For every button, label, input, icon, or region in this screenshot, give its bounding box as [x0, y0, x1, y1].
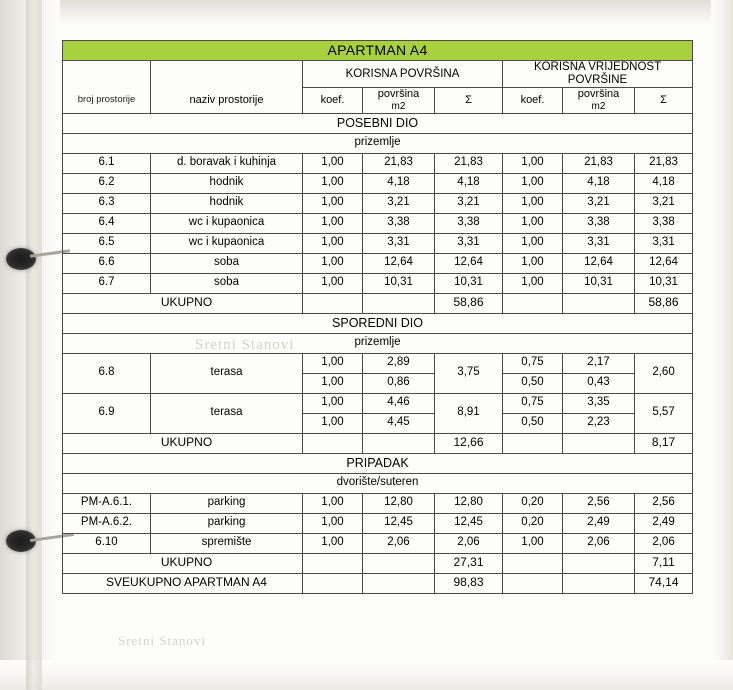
cell-coef-2: 1,00	[503, 173, 563, 193]
cell-coef-2: 1,00	[503, 533, 563, 553]
column-header-area-2	[563, 88, 635, 113]
total-label-3: UKUPNO	[63, 553, 303, 573]
empty-cell	[363, 553, 435, 573]
cell-room-no: 6.8	[63, 353, 151, 393]
cell-area-1: 4,45	[363, 413, 435, 433]
column-header-sum-2: Σ	[635, 88, 693, 113]
group-header-row	[63, 61, 693, 88]
total-sum-2: 8,17	[635, 433, 693, 453]
cell-area-1: 0,86	[363, 373, 435, 393]
cell-coef-1: 1,00	[303, 533, 363, 553]
cell-room-name: parking	[151, 493, 303, 513]
section-subheader-row	[63, 133, 693, 153]
table-row	[63, 533, 693, 553]
cell-room-name: terasa	[151, 353, 303, 393]
cell-coef-1: 1,00	[303, 373, 363, 393]
table-row	[63, 173, 693, 193]
cell-sum-2: 21,83	[635, 153, 693, 173]
cell-room-no: 6.7	[63, 273, 151, 293]
cell-sum-2: 3,21	[635, 193, 693, 213]
section-total-row	[63, 293, 693, 313]
cell-room-no: 6.6	[63, 253, 151, 273]
apartment-area-table-wrapper	[62, 40, 692, 594]
cell-coef-2: 0,20	[503, 493, 563, 513]
cell-area-2: 2,06	[563, 533, 635, 553]
table-row	[63, 193, 693, 213]
cell-area-1: 3,38	[363, 213, 435, 233]
column-header-area-1	[363, 88, 435, 113]
empty-cell	[563, 433, 635, 453]
total-sum-2: 58,86	[635, 293, 693, 313]
cell-room-no: PM-A.6.1.	[63, 493, 151, 513]
cell-coef-2: 1,00	[503, 193, 563, 213]
column-header-coef-2: koef.	[503, 88, 563, 113]
page-title: APARTMAN A4	[63, 41, 693, 61]
table-row	[63, 353, 693, 373]
column-header-area-1-unit: m2	[391, 101, 406, 113]
section-header-row	[63, 313, 693, 333]
cell-coef-2: 0,75	[503, 353, 563, 373]
cell-sum-1: 3,75	[435, 353, 503, 393]
table-row	[63, 253, 693, 273]
empty-cell	[503, 553, 563, 573]
cell-room-no: 6.2	[63, 173, 151, 193]
cell-sum-2: 3,38	[635, 213, 693, 233]
cell-sum-1: 8,91	[435, 393, 503, 433]
cell-coef-2: 1,00	[503, 213, 563, 233]
section-title-sporedni-dio: SPOREDNI DIO	[63, 313, 693, 333]
table-title-row	[63, 41, 693, 61]
cell-sum-1: 4,18	[435, 173, 503, 193]
section-title-posebni-dio: POSEBNI DIO	[63, 113, 693, 133]
table-row	[63, 153, 693, 173]
cell-room-name: terasa	[151, 393, 303, 433]
section-subheader-row	[63, 333, 693, 353]
cell-sum-1: 12,45	[435, 513, 503, 533]
cell-area-1: 4,46	[363, 393, 435, 413]
cell-coef-2: 1,00	[503, 273, 563, 293]
cell-coef-1: 1,00	[303, 513, 363, 533]
cell-sum-1: 12,64	[435, 253, 503, 273]
cell-sum-1: 3,21	[435, 193, 503, 213]
watermark-text: Sretni Stanovi	[195, 337, 295, 353]
cell-room-no: 6.5	[63, 233, 151, 253]
total-label-1: UKUPNO	[63, 293, 303, 313]
total-sum-1: 58,86	[435, 293, 503, 313]
cell-coef-2: 1,00	[503, 253, 563, 273]
empty-cell	[303, 573, 363, 593]
apartment-area-table	[62, 40, 693, 594]
group-header-korisna-vrijednost: KORISNA VRIJEDNOST POVRŠINE	[503, 61, 693, 88]
column-header-area-2-unit: m2	[591, 101, 606, 113]
cell-coef-2: 0,50	[503, 373, 563, 393]
cell-coef-2: 1,00	[503, 153, 563, 173]
empty-cell	[63, 61, 151, 88]
cell-coef-2: 0,20	[503, 513, 563, 533]
cell-sum-2: 2,60	[635, 353, 693, 393]
cell-coef-2: 1,00	[503, 233, 563, 253]
cell-area-1: 3,31	[363, 233, 435, 253]
empty-cell	[563, 293, 635, 313]
grand-total-sum-2: 74,14	[635, 573, 693, 593]
table-row	[63, 213, 693, 233]
scan-edge-top	[0, 0, 733, 26]
cell-room-no: 6.1	[63, 153, 151, 173]
cell-area-2: 12,64	[563, 253, 635, 273]
column-header-room-name: naziv prostorije	[151, 88, 303, 113]
section-sub-prizemlje-1: prizemlje	[63, 133, 693, 153]
cell-room-name: soba	[151, 253, 303, 273]
section-title-pripadak: PRIPADAK	[63, 453, 693, 473]
empty-cell	[303, 433, 363, 453]
cell-area-1: 12,45	[363, 513, 435, 533]
empty-cell	[303, 553, 363, 573]
cell-area-2: 10,31	[563, 273, 635, 293]
column-header-sum-1: Σ	[435, 88, 503, 113]
cell-sum-1: 12,80	[435, 493, 503, 513]
grand-total-sum-1: 98,83	[435, 573, 503, 593]
cell-area-2: 3,21	[563, 193, 635, 213]
cell-sum-1: 21,83	[435, 153, 503, 173]
cell-coef-1: 1,00	[303, 353, 363, 373]
cell-sum-1: 10,31	[435, 273, 503, 293]
cell-room-name: hodnik	[151, 173, 303, 193]
cell-area-2: 2,17	[563, 353, 635, 373]
cell-room-name: d. boravak i kuhinja	[151, 153, 303, 173]
scan-edge-right	[711, 0, 733, 690]
cell-room-no: 6.10	[63, 533, 151, 553]
section-sub-dvoriste-suteren: dvorište/suteren	[63, 473, 693, 493]
cell-area-2: 3,35	[563, 393, 635, 413]
empty-cell	[303, 293, 363, 313]
section-total-row	[63, 553, 693, 573]
total-sum-1: 12,66	[435, 433, 503, 453]
total-sum-2: 7,11	[635, 553, 693, 573]
cell-area-2: 3,31	[563, 233, 635, 253]
cell-area-1: 4,18	[363, 173, 435, 193]
empty-cell	[363, 293, 435, 313]
watermark-text-secondary: Sretni Stanovi	[118, 633, 207, 648]
cell-area-2: 2,49	[563, 513, 635, 533]
table-row	[63, 393, 693, 413]
empty-cell	[563, 573, 635, 593]
grand-total-row	[63, 573, 693, 593]
cell-room-no: 6.3	[63, 193, 151, 213]
total-sum-1: 27,31	[435, 553, 503, 573]
empty-cell	[503, 433, 563, 453]
cell-area-1: 21,83	[363, 153, 435, 173]
column-header-area-2-text: površina	[577, 88, 620, 101]
grand-total-label: SVEUKUPNO APARTMAN A4	[63, 573, 303, 593]
table-row	[63, 233, 693, 253]
cell-room-name: spremište	[151, 533, 303, 553]
column-header-room-no: broj prostorije	[63, 88, 151, 113]
cell-room-name: parking	[151, 513, 303, 533]
empty-cell	[363, 573, 435, 593]
cell-area-1: 2,06	[363, 533, 435, 553]
group-header-korisna-povrsina: KORISNA POVRŠINA	[303, 61, 503, 88]
table-row	[63, 273, 693, 293]
cell-coef-1: 1,00	[303, 493, 363, 513]
cell-area-2: 2,56	[563, 493, 635, 513]
table-row	[63, 513, 693, 533]
cell-sum-1: 2,06	[435, 533, 503, 553]
cell-coef-1: 1,00	[303, 393, 363, 413]
total-label-2: UKUPNO	[63, 433, 303, 453]
table-row	[63, 493, 693, 513]
binder-strip	[26, 0, 42, 690]
scan-edge-bottom	[0, 660, 733, 690]
cell-area-1: 12,80	[363, 493, 435, 513]
cell-sum-2: 12,64	[635, 253, 693, 273]
cell-area-1: 3,21	[363, 193, 435, 213]
empty-cell	[563, 553, 635, 573]
cell-sum-1: 3,38	[435, 213, 503, 233]
empty-cell	[151, 61, 303, 88]
cell-sum-2: 2,06	[635, 533, 693, 553]
cell-room-name: wc i kupaonica	[151, 233, 303, 253]
cell-coef-1: 1,00	[303, 253, 363, 273]
cell-area-1: 10,31	[363, 273, 435, 293]
cell-area-2: 3,38	[563, 213, 635, 233]
cell-sum-2: 2,56	[635, 493, 693, 513]
cell-coef-1: 1,00	[303, 173, 363, 193]
section-header-row	[63, 453, 693, 473]
cell-coef-2: 0,50	[503, 413, 563, 433]
cell-coef-1: 1,00	[303, 273, 363, 293]
cell-sum-2: 10,31	[635, 273, 693, 293]
cell-coef-1: 1,00	[303, 213, 363, 233]
cell-coef-1: 1,00	[303, 413, 363, 433]
cell-coef-1: 1,00	[303, 153, 363, 173]
punch-hole-icon	[6, 248, 36, 270]
section-total-row	[63, 433, 693, 453]
cell-room-no: 6.9	[63, 393, 151, 433]
cell-area-2: 0,43	[563, 373, 635, 393]
cell-room-no: 6.4	[63, 213, 151, 233]
cell-area-2: 4,18	[563, 173, 635, 193]
cell-room-name: wc i kupaonica	[151, 213, 303, 233]
cell-sum-1: 3,31	[435, 233, 503, 253]
column-header-area-1-text: površina	[377, 88, 420, 101]
cell-room-name: hodnik	[151, 193, 303, 213]
cell-area-1: 2,89	[363, 353, 435, 373]
cell-area-2: 21,83	[563, 153, 635, 173]
cell-sum-2: 2,49	[635, 513, 693, 533]
cell-coef-2: 0,75	[503, 393, 563, 413]
empty-cell	[363, 433, 435, 453]
cell-room-no: PM-A.6.2.	[63, 513, 151, 533]
section-header-row	[63, 113, 693, 133]
section-sub-prizemlje-2: prizemlje	[63, 333, 693, 353]
cell-sum-2: 3,31	[635, 233, 693, 253]
cell-area-1: 12,64	[363, 253, 435, 273]
cell-room-name: soba	[151, 273, 303, 293]
empty-cell	[503, 573, 563, 593]
column-header-row	[63, 88, 693, 113]
cell-sum-2: 5,57	[635, 393, 693, 433]
cell-sum-2: 4,18	[635, 173, 693, 193]
section-subheader-row	[63, 473, 693, 493]
column-header-coef-1: koef.	[303, 88, 363, 113]
cell-area-2: 2,23	[563, 413, 635, 433]
cell-coef-1: 1,00	[303, 233, 363, 253]
cell-coef-1: 1,00	[303, 193, 363, 213]
empty-cell	[503, 293, 563, 313]
